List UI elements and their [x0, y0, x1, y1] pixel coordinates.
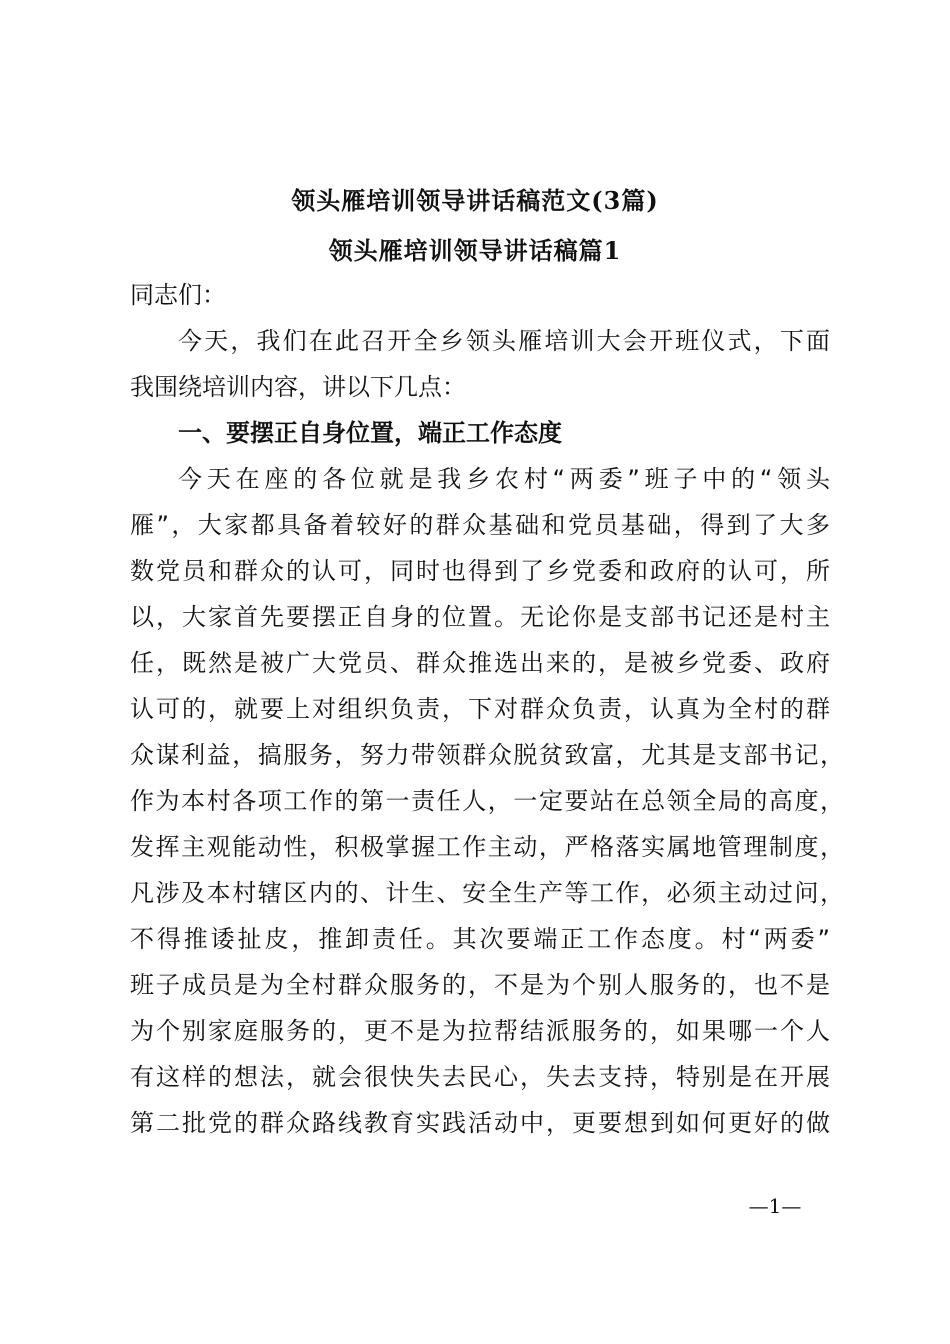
intro-line: 我围绕培训内容，讲以下几点： [130, 373, 466, 401]
paragraph-line: 今天在座的各位就是我乡农村“两委”班子中的“领头 [178, 465, 830, 493]
paragraph-line: 数党员和群众的认可，同时也得到了乡党委和政府的认可，所 [130, 557, 830, 585]
paragraph-line: 众谋利益，搞服务，努力带领群众脱贫致富，尤其是支部书记， [130, 741, 844, 769]
paragraph-line: 认可的，就要上对组织负责，下对群众负责，认真为全村的群 [130, 695, 830, 723]
paragraph-line: 以，大家首先要摆正自身的位置。无论你是支部书记还是村主 [130, 603, 830, 631]
paragraph-line: 有这样的想法，就会很快失去民心，失去支持，特别是在开展 [130, 1063, 830, 1091]
page-number: —1— [748, 1194, 802, 1218]
paragraph-line: 任，既然是被广大党员、群众推选出来的，是被乡党委、政府 [130, 649, 830, 677]
paragraph-line: 班子成员是为全村群众服务的，不是为个别人服务的，也不是 [130, 971, 830, 999]
document-subtitle: 领头雁培训领导讲话稿篇1 [328, 236, 622, 265]
document-title: 领头雁培训领导讲话稿范文(3篇) [291, 186, 659, 215]
paragraph-line: 凡涉及本村辖区内的、计生、安全生产等工作，必须主动过问， [130, 879, 844, 907]
intro-line: 今天，我们在此召开全乡领头雁培训大会开班仪式，下面 [178, 327, 830, 355]
paragraph-line: 为个别家庭服务的，更不是为拉帮结派服务的，如果哪一个人 [130, 1017, 830, 1045]
paragraph-line: 发挥主观能动性，积极掌握工作主动，严格落实属地管理制度， [130, 833, 844, 861]
paragraph-line: 作为本村各项工作的第一责任人，一定要站在总领全局的高度， [130, 787, 844, 815]
paragraph-line: 雁”，大家都具备着较好的群众基础和党员基础，得到了大多 [130, 511, 830, 539]
section-heading: 一、要摆正自身位置，端正工作态度 [178, 419, 562, 447]
paragraph-line: 不得推诿扯皮，推卸责任。其次要端正工作态度。村“两委” [130, 925, 830, 953]
paragraph-line: 第二批党的群众路线教育实践活动中，更要想到如何更好的做 [130, 1109, 830, 1137]
salutation: 同志们： [130, 281, 226, 309]
